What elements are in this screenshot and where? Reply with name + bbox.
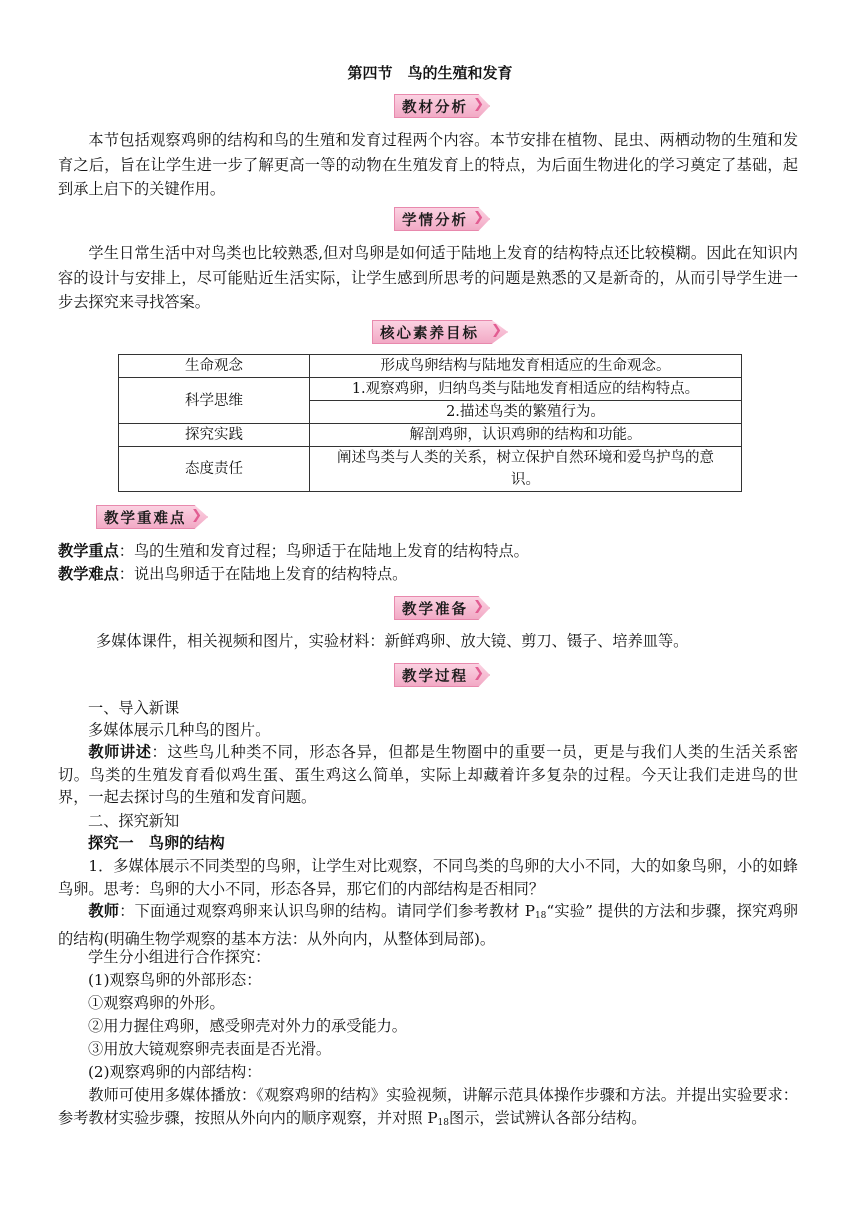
goal-key: 探究实践 [119,424,310,447]
section-title: 第四节 鸟的生殖和发育 [347,64,513,82]
teacher-paragraph: 教师讲述：这些鸟儿种类不同，形态各异，但都是生物圈中的重要一员，更是与我们人类的生活关系密切。鸟类的生殖发育看似鸡生蛋、蛋生鸡这么简单，实际上却藏着许多复杂的过程。今天让我们走进鸟的世界，一起去探讨鸟的生殖和发育问题。 [58,743,799,806]
table-row [119,378,742,401]
prep-line: 多媒体课件，相关视频和图片，实验材料：新鲜鸡卵、放大镜、剪刀、镊子、培养皿等。 [96,632,689,650]
focus-line: 教学重点：鸟的生殖和发育过程；鸟卵适于在陆地上发育的结构特点。 [58,542,529,560]
table-row [119,447,742,492]
table-row [119,355,742,378]
group-line: 学生分小组进行合作探究： [88,948,271,966]
badge-key-points: 教学重难点 ❯ [96,505,208,529]
intro-line: 多媒体展示几种鸟的图片。 [88,721,271,739]
explore-title: 探究一 鸟卵的结构 [88,834,225,852]
chevron-right-icon: ❯ [473,666,484,681]
goal-value: 2.描述鸟类的繁殖行为。 [310,401,742,424]
new-heading: 二、探究新知 [88,812,180,830]
obs1b-line: ②用力握住鸡卵，感受卵壳对外力的承受能力。 [88,1017,407,1035]
chevron-right-icon: ❯ [473,599,484,614]
badge-learner-analysis: 学情分析 ❯ [394,207,490,231]
item1-paragraph: 1．多媒体展示不同类型的鸟卵，让学生对比观察，不同鸟类的鸟卵的大小不同，大的如象鸟卵，小的如蜂鸟卵。思考：鸟卵的大小不同，形态各异，那它们的内部结构是否相同？ [58,857,798,898]
difficulty-line: 教学难点：说出鸟卵适于在陆地上发育的结构特点。 [58,565,408,583]
goal-value: 解剖鸡卵，认识鸡卵的结构和功能。 [310,424,742,447]
chevron-right-icon: ❯ [473,97,484,112]
teacher-label: 教师讲述 [88,743,152,761]
badge-core-goals: 核心素养目标 ❯ [372,320,508,344]
goal-key: 态度责任 [119,447,310,492]
material-paragraph: 本节包括观察鸡卵的结构和鸟的生殖和发育过程两个内容。本节安排在植物、昆虫、两栖动物的生殖和发育之后，旨在让学生进一步了解更高一等的动物在生殖发育上的特点，为后面生物进化的学习奠定了基础，起到承上启下的关键作用。 [58,131,798,198]
intro-heading: 一、导入新课 [88,699,180,717]
final-paragraph: 教师可使用多媒体播放：《观察鸡卵的结构》实验视频，讲解示范具体操作步骤和方法。并提出实验要求：参考教材实验步骤，按照从外向内的顺序观察，并对照 $P_{18}$图示，尝试辨认各部分结构。 [58,1086,798,1128]
badge-process: 教学过程 ❯ [394,663,490,687]
chevron-right-icon: ❯ [473,210,484,225]
obs1c-line: ③用放大镜观察卵壳表面是否光滑。 [88,1040,331,1058]
goal-value: 阐述鸟类与人类的关系，树立保护自然环境和爱鸟护鸟的意识。 [310,447,742,492]
focus-label: 教学重点 [58,542,119,560]
teacher2-paragraph: 教师：下面通过观察鸡卵来认识鸟卵的结构。请同学们参考教材 $P_{18}“$实验” 提供的方法和步骤，探究鸡卵的结构(明确生物学观察的基本方法：从外向内，从整体到局部)。 [58,902,799,948]
goal-value: 形成鸟卵结构与陆地发育相适应的生命观念。 [310,355,742,378]
teacher2-label: 教师 [88,902,120,920]
difficulty-label: 教学难点 [58,565,119,583]
chevron-right-icon: ❯ [491,323,502,338]
table-row [119,424,742,447]
core-goals-table [118,354,742,492]
goal-key: 生命观念 [119,355,310,378]
badge-material-analysis: 教材分析 ❯ [394,94,490,118]
obs1a-line: ①观察鸡卵的外形。 [88,994,225,1012]
badge-preparation: 教学准备 ❯ [394,596,490,620]
goal-value: 1.观察鸡卵，归纳鸟类与陆地发育相适应的结构特点。 [310,378,742,401]
obs2-line: (2)观察鸡卵的内部结构： [88,1063,262,1081]
chevron-right-icon: ❯ [191,508,202,523]
obs1-line: (1)观察鸟卵的外部形态： [88,971,262,989]
goal-key: 科学思维 [119,378,310,424]
learner-paragraph: 学生日常生活中对鸟类也比较熟悉,但对鸟卵是如何适于陆地上发育的结构特点还比较模糊。因此在知识内容的设计与安排上，尽可能贴近生活实际，让学生感到所思考的问题是熟悉的又是新奇的，从而引导学生进一步去探究来寻找答案。 [58,244,798,311]
